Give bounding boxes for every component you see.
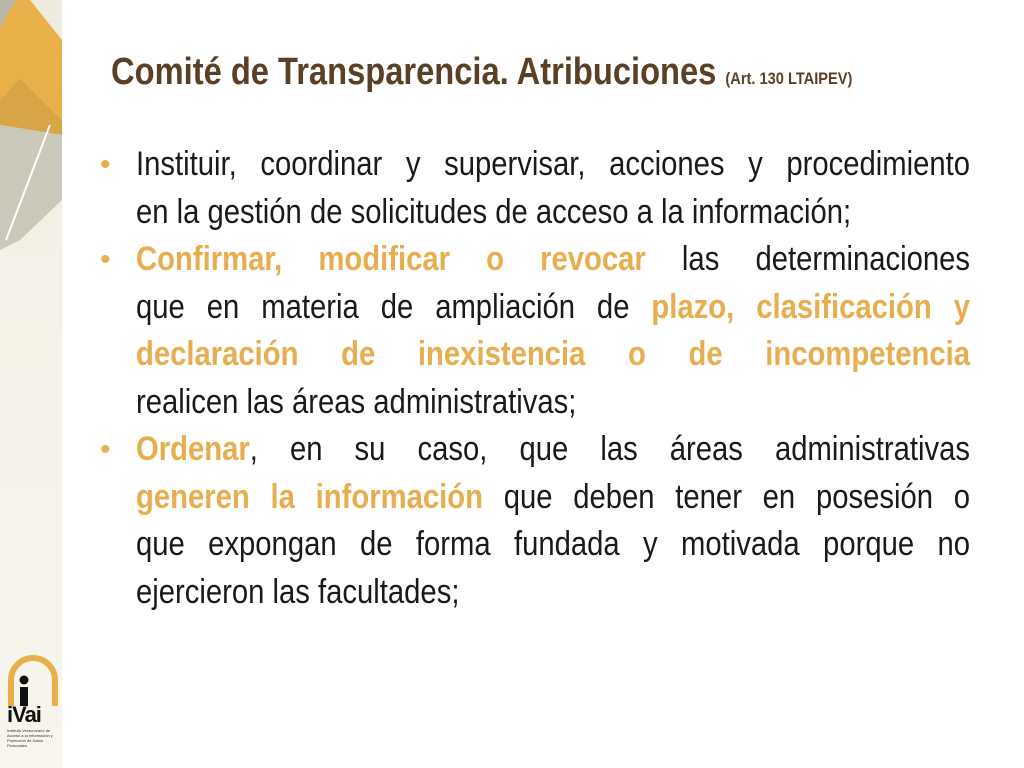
highlighted-text: Ordenar [136,430,250,468]
bullet-line [136,569,853,617]
body-text: , en su caso, que las áreas administrativas [249,430,970,468]
bullet-point-icon: • [100,148,111,181]
bullet-item [100,141,970,236]
bullet-line [136,521,970,569]
body-text: realicen las áreas administrativas; [136,382,577,421]
title-main: Comité de Transparencia. Atribuciones [111,51,717,93]
body-text: ejercieron las facultades; [136,572,460,611]
highlighted-text: Confirmar, modificar o revocar [136,240,646,278]
bullet-point-icon: • [100,243,111,276]
logo-tagline: Instituto Veracruzano de Acceso a la Información y Protección de Datos Personales [7,728,53,748]
body-text: que expongan de forma fundada y motivada porque no [136,525,970,563]
bullet-item [100,236,970,426]
slide-title [111,48,852,103]
bullet-point-icon: • [100,433,111,466]
body-text: las determinaciones [645,240,970,278]
highlighted-text: declaración de inexistencia o de incompetencia [136,335,970,373]
bullet-line [136,284,970,332]
bullet-line [136,236,970,284]
bullet-line [136,474,970,522]
ivai-logo [5,652,61,752]
logo-arch-icon [5,652,61,708]
bullet-line [136,426,970,474]
bullet-line [136,331,970,379]
bullet-line [136,141,970,189]
bullet-line [136,189,853,237]
body-text: Instituir, coordinar y supervisar, acciones y procedimiento [136,145,970,183]
highlighted-text: generen la información [136,477,483,516]
body-text: que en materia de ampliación de [136,287,652,326]
body-text: que deben tener en posesión o [482,477,970,516]
logo-wordmark: iVai [7,702,41,727]
title-reference: (Art. 130 LTAIPEV) [725,69,853,88]
highlighted-text: plazo, clasificación y [651,287,970,326]
bullet-line [136,379,853,427]
bullet-item [100,426,970,616]
bullet-list [100,141,970,616]
body-text: en la gestión de solicitudes de acceso a la información; [136,192,852,231]
